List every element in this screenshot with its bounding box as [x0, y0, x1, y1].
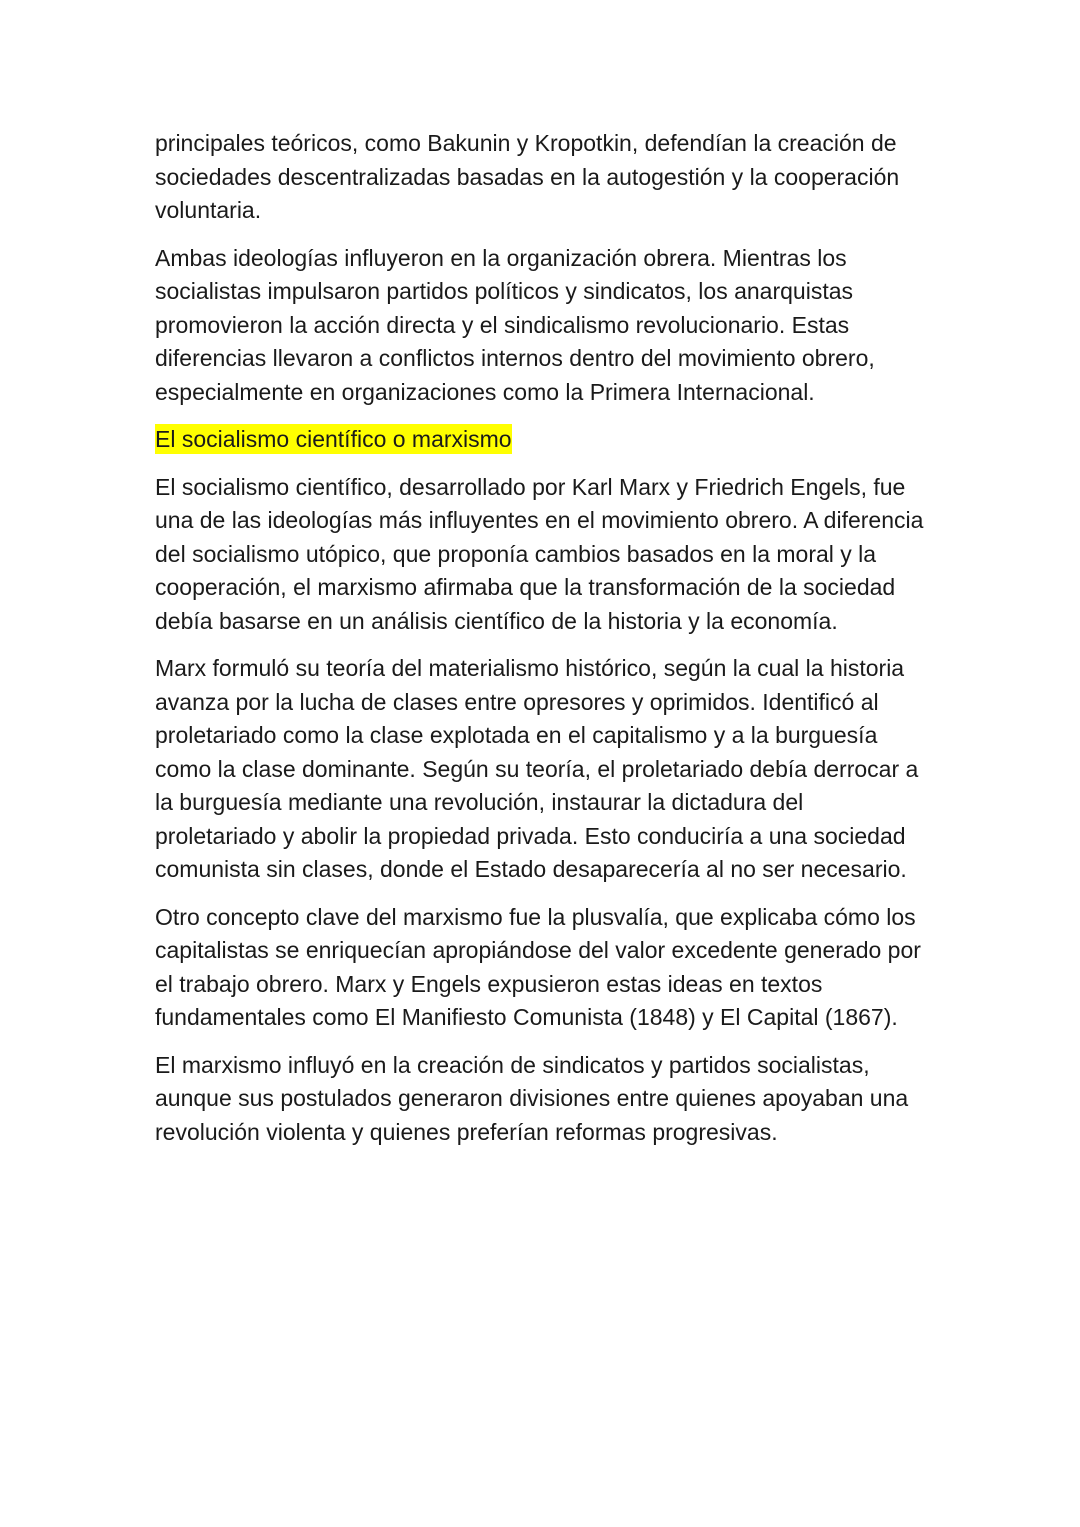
paragraph-surplus-value: Otro concepto clave del marxismo fue la plusvalía, que explicaba cómo los capitalistas se enriquecían apropiándose del valor excedente generado por el trabajo obrero. Marx y Engels expusieron estas ideas en textos fundamentales como El Manifiesto Comunista (1848) y El Capital (1867). — [155, 903, 921, 1030]
paragraph-ideologies-influence: Ambas ideologías influyeron en la organización obrera. Mientras los socialistas impulsaron partidos políticos y sindicatos, los anarquistas promovieron la acción directa y el sindicalismo revolucionario. Estas diferencias llevaron a conflictos internos dentro del movimiento obrero, especialmente en organizaciones como la Primera Internacional. — [155, 244, 875, 405]
paragraph-marxism-influence: El marxismo influyó en la creación de sindicatos y partidos socialistas, aunque sus postulados generaron divisiones entre quienes apoyaban una revolución violenta y quienes preferían reformas progresivas. — [155, 1051, 909, 1145]
paragraph-historical-materialism: Marx formuló su teoría del materialismo histórico, según la cual la historia avanza por la lucha de clases entre opresores y oprimidos. Identificó al proletariado como la clase explotada en el capitalismo y a la burguesía como la clase dominante. Según su teoría, el proletariado debía derrocar a la burguesía mediante una revolución, instaurar la dictadura del proletariado y abolir la propiedad privada. Esto conduciría a una sociedad comunista sin clases, donde el Estado desaparecería al no ser necesario. — [155, 655, 919, 882]
document-body — [155, 127, 930, 1163]
section-heading-highlight: El socialismo científico o marxismo — [155, 426, 512, 452]
paragraph-scientific-socialism: El socialismo científico, desarrollado por Karl Marx y Friedrich Engels, fue una de las ideologías más influyentes en el movimiento obrero. A diferencia del socialismo utópico, que proponía cambios basados en la moral y la cooperación, el marxismo afirmaba que la transformación de la sociedad debía basarse en un análisis científico de la historia y la economía. — [155, 473, 924, 634]
section-heading — [155, 423, 930, 457]
paragraph-anarchist-theorists: principales teóricos, como Bakunin y Kropotkin, defendían la creación de sociedades descentralizadas basadas en la autogestión y la cooperación voluntaria. — [155, 130, 900, 223]
